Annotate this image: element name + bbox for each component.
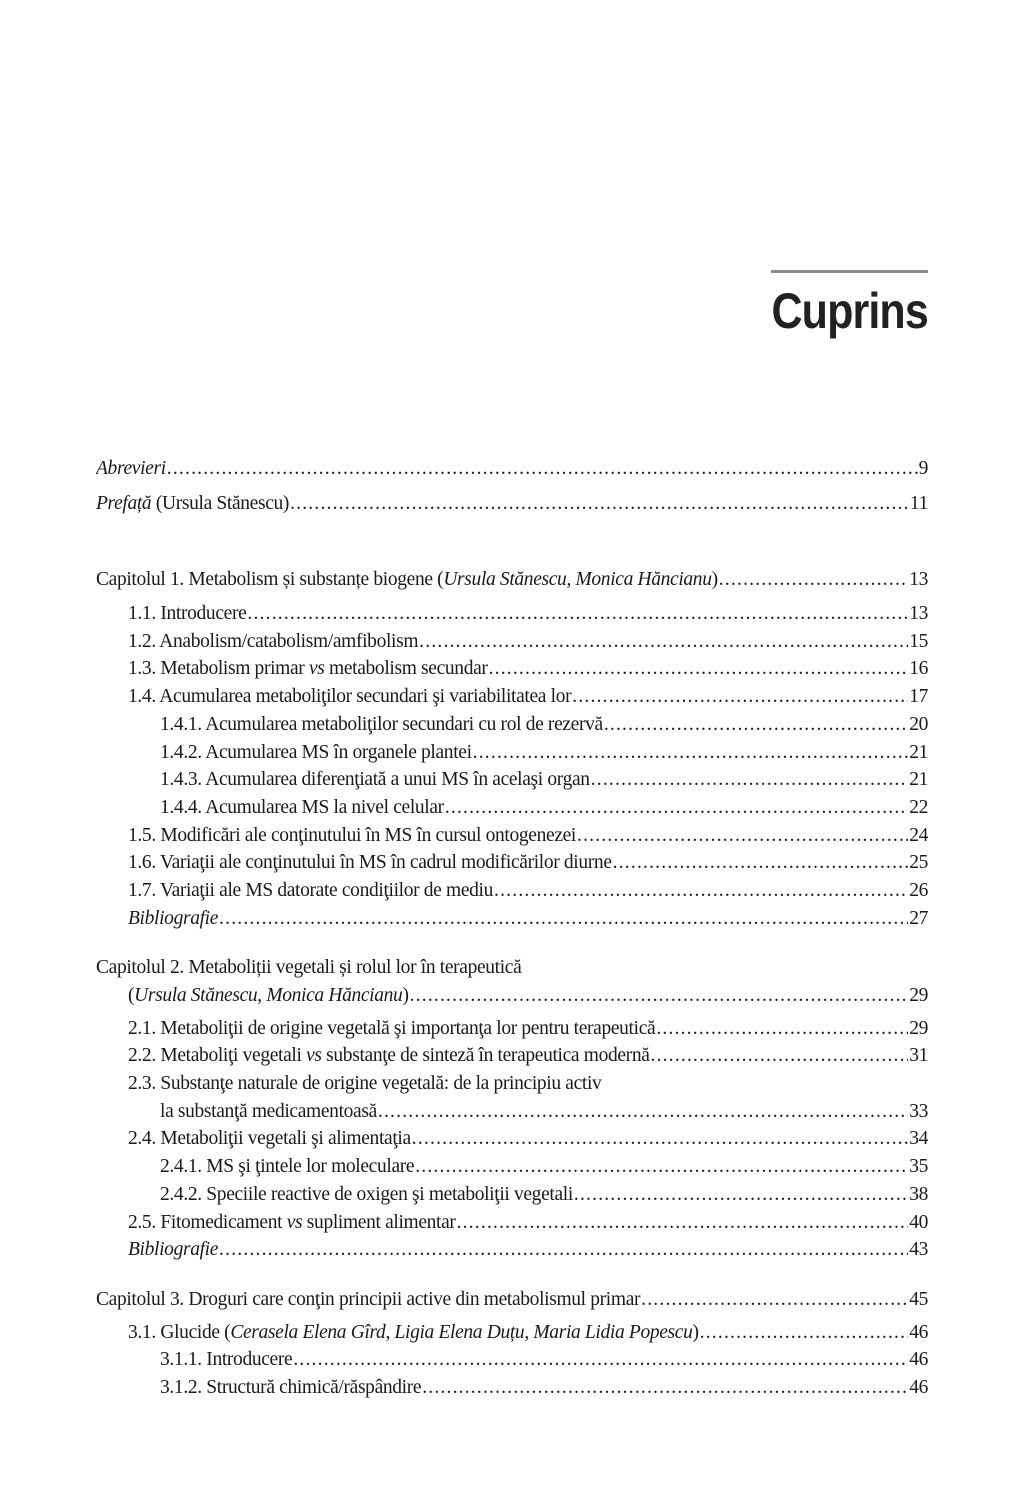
toc-entry[interactable] (96, 490, 928, 518)
toc-entry[interactable] (96, 982, 928, 1010)
toc-entry-page-number: 9 (918, 458, 928, 479)
toc-entry-text: ( (128, 985, 135, 1006)
toc-entry-title (96, 455, 166, 483)
toc-entry[interactable] (96, 766, 928, 794)
dot-leader (415, 1153, 908, 1181)
toc-entry-text: 1.4. Acumularea metaboliţilor secundari şi variabilitatea lor (128, 686, 572, 708)
dot-leader (577, 822, 908, 850)
toc-entry-page-number: 16 (909, 658, 928, 680)
toc-entry-title (128, 1209, 456, 1237)
toc-entry-title (160, 794, 444, 822)
dot-leader (290, 490, 909, 518)
toc-entry-title (128, 1125, 411, 1153)
toc-entry-text: 1.4.2. Acumularea MS în organele plantei (160, 741, 472, 763)
toc-entry-title (128, 1070, 601, 1098)
toc-entry-text: 2.1. Metaboliţii de origine vegetală şi importanţa lor pentru terapeutică (128, 1017, 656, 1039)
toc-entry-title (128, 905, 218, 933)
toc-entry[interactable] (96, 655, 928, 683)
toc-entry-italic-text: Prefață (96, 492, 152, 514)
dot-leader (219, 1236, 908, 1264)
toc-entry-text: 1.4.1. Acumularea metaboliţilor secundari cu rol de rezervă (160, 713, 603, 735)
toc-entry-italic-text: Ursula Stănescu (134, 985, 258, 1006)
toc-entry-text: 1.1. Introducere (128, 603, 247, 625)
dot-leader (604, 711, 908, 739)
dot-leader (572, 683, 908, 711)
toc-entry[interactable] (96, 794, 928, 822)
toc-entry[interactable] (96, 822, 928, 850)
dot-leader (473, 739, 909, 767)
toc-entry-title (128, 822, 576, 850)
dot-leader (656, 1015, 908, 1043)
toc-entry-title (128, 628, 418, 656)
toc-entry-italic-text: Cerasela Elena Gîrd (230, 1321, 386, 1343)
toc-entry[interactable] (96, 1153, 928, 1181)
toc-entry-text: 3.1.1. Introducere (160, 1349, 293, 1371)
toc-entry[interactable] (96, 1286, 928, 1314)
toc-entry-page-number: 21 (909, 741, 928, 763)
dot-leader (700, 1319, 909, 1347)
toc-entry-italic-text: Monica Hăncianu (575, 569, 712, 591)
toc-entry[interactable] (96, 1374, 928, 1402)
dot-leader (719, 566, 908, 594)
toc-entry-title (128, 655, 488, 683)
toc-entry[interactable] (96, 739, 928, 767)
toc-entry-title (160, 1374, 421, 1402)
toc-entry-text: 1.2. Anabolism/catabolism/amfibolism (128, 630, 419, 652)
dot-leader (574, 1181, 908, 1209)
toc-entry-text: 2.4.2. Speciile reactive de oxigen şi metaboliţii vegetali (160, 1183, 573, 1205)
dot-leader (489, 655, 909, 683)
toc-entry-italic-text: Maria Lidia Popescu (533, 1321, 693, 1343)
toc-entry-page-number: 29 (909, 985, 928, 1006)
toc-entry-title (128, 683, 571, 711)
toc-entry-text: 2.2. Metaboliţi vegetali (128, 1045, 307, 1067)
dot-leader (613, 849, 909, 877)
toc-entry-italic-text: Bibliografie (128, 1239, 219, 1261)
toc-entry-title (96, 954, 521, 982)
toc-entry-text: 1.4.4. Acumularea MS la nivel celular (160, 796, 444, 818)
toc-entry-title (96, 566, 718, 594)
toc-entry-title (96, 1286, 640, 1314)
toc-entry-text: 3.1. Glucide ( (128, 1321, 231, 1343)
toc-entry-text: 1.5. Modificări ale conţinutului în MS în cursul ontogenezei (128, 824, 576, 846)
toc-entry-title (160, 1181, 573, 1209)
dot-leader (219, 905, 908, 933)
toc-entry-title (160, 711, 603, 739)
toc-entry-text: Capitolul 3. Droguri care conţin principii active din metabolismul primar (96, 1288, 641, 1310)
toc-entry-title (128, 1015, 655, 1043)
toc-entry[interactable] (96, 1042, 928, 1070)
toc-entry-italic-text: Bibliografie (128, 907, 219, 929)
toc-entry-page-number: 27 (909, 907, 928, 929)
toc-entry-page-number: 24 (909, 824, 928, 846)
toc-entry-text: 1.7. Variaţii ale MS datorate condiţiilor de mediu (128, 879, 494, 901)
toc-entry-page-number: 46 (909, 1376, 928, 1398)
toc-entry[interactable] (96, 683, 928, 711)
dot-leader (410, 982, 909, 1010)
dot-leader (412, 1125, 908, 1153)
toc-entry-page-number: 31 (909, 1045, 928, 1067)
page-title: Cuprins (771, 283, 928, 339)
toc-entry-title (160, 1098, 377, 1126)
toc-entry-text: Capitolul 2. Metaboliții vegetali și rolul lor în terapeutică (96, 957, 522, 979)
toc-entry[interactable] (96, 628, 928, 656)
toc-entry-page-number: 40 (909, 1211, 928, 1233)
dot-leader (591, 766, 909, 794)
toc-entry-title (128, 1042, 650, 1070)
toc-entry-page-number: 13 (909, 569, 928, 591)
toc-entry-text: , (524, 1321, 534, 1343)
toc-entry-page-number: 25 (909, 852, 928, 874)
toc-entry-text: 2.5. Fitomedicament (128, 1211, 287, 1233)
toc-entry-text: 3.1.2. Structură chimică/răspândire (160, 1376, 422, 1398)
toc-entry-text: 2.4. Metaboliţii vegetali şi alimentaţia (128, 1128, 411, 1150)
toc-entry[interactable] (96, 954, 928, 982)
toc-entry-text: metabolism secundar (324, 658, 488, 680)
toc-entry-page-number: 21 (909, 769, 928, 791)
dot-leader (651, 1042, 909, 1070)
toc-entry-page-number: 13 (909, 603, 928, 625)
dot-leader (422, 1374, 908, 1402)
toc-entry-title (96, 490, 289, 518)
toc-entry[interactable] (96, 1181, 928, 1209)
dot-leader (293, 1346, 908, 1374)
toc-entry-title (128, 849, 612, 877)
toc-entry-page-number: 46 (909, 1349, 928, 1371)
toc-entry[interactable] (96, 600, 928, 628)
toc-entry-text: 2.3. Substanţe naturale de origine vegetală: de la principiu activ (128, 1073, 602, 1095)
toc-entry-title (128, 1236, 218, 1264)
toc-entry[interactable] (96, 1015, 928, 1043)
toc-entry-page-number: 46 (909, 1321, 928, 1343)
toc-entry-page-number: 22 (909, 796, 928, 818)
dot-leader (641, 1286, 908, 1314)
toc-entry-italic-text: vs (306, 1045, 322, 1067)
toc-entry-text: (Ursula Stănescu) (151, 492, 290, 514)
toc-entry[interactable] (96, 905, 928, 933)
toc-entry-text: substanţe de sinteză în terapeutica modernă (321, 1045, 650, 1067)
toc-entry-page-number: 26 (909, 879, 928, 901)
dot-leader (445, 794, 908, 822)
toc-entry-text: 2.4.1. MS şi ţintele lor moleculare (160, 1156, 415, 1178)
toc-entry-text: , (385, 1321, 395, 1343)
toc-entry-italic-text: Abrevieri (96, 458, 166, 479)
toc-entry-page-number: 43 (909, 1239, 928, 1261)
toc-entry-title (128, 1319, 699, 1347)
toc-entry[interactable] (96, 1098, 928, 1126)
toc-entry-page-number: 15 (909, 630, 928, 652)
dot-leader (494, 877, 908, 905)
dot-leader (419, 628, 908, 656)
toc-entry[interactable] (96, 1319, 928, 1347)
title-rule (771, 270, 928, 273)
toc-entry[interactable] (96, 455, 928, 483)
toc-entry-title (128, 982, 409, 1010)
toc-entry[interactable] (96, 877, 928, 905)
toc-entry-page-number: 20 (909, 713, 928, 735)
toc-entry[interactable] (96, 849, 928, 877)
toc-entry-italic-text: Ursula Stănescu (443, 569, 567, 591)
toc-entry-page-number: 38 (909, 1183, 928, 1205)
toc-entry-text: 1.6. Variaţii ale conţinutului în MS în cadrul modificărilor diurne (128, 852, 612, 874)
dot-leader (167, 455, 918, 483)
toc-entry-title (128, 600, 246, 628)
toc-entry-text: ) (711, 569, 718, 591)
toc-entry-italic-text: Ligia Elena Duțu (394, 1321, 525, 1343)
toc-entry[interactable] (96, 1346, 928, 1374)
toc-entry-text: 1.3. Metabolism primar (128, 658, 309, 680)
toc-entry-title (160, 739, 472, 767)
toc-entry-italic-text: vs (308, 658, 325, 680)
toc-entry-text: , (257, 985, 267, 1006)
table-of-contents (96, 455, 928, 1402)
toc-entry-text: Capitolul 1. Metabolism și substanțe biogene ( (96, 569, 444, 591)
toc-entry[interactable] (96, 1070, 928, 1098)
toc-entry-title (160, 766, 590, 794)
toc-entry-italic-text: vs (286, 1211, 303, 1233)
toc-entry-text: supliment alimentar (302, 1211, 456, 1233)
toc-entry-page-number: 35 (909, 1156, 928, 1178)
dot-leader (378, 1098, 908, 1126)
toc-entry-text: 1.4.3. Acumularea diferenţiată a unui MS în acelaşi organ (160, 769, 590, 791)
toc-entry[interactable] (96, 1125, 928, 1153)
toc-entry-page-number: 34 (909, 1128, 928, 1150)
toc-entry-text: ) (692, 1321, 699, 1343)
toc-entry-text: la substanţă medicamentoasă (160, 1100, 377, 1122)
toc-entry-page-number: 17 (909, 686, 928, 708)
toc-entry[interactable] (96, 711, 928, 739)
toc-entry-page-number: 29 (909, 1017, 928, 1039)
toc-entry-title (128, 877, 493, 905)
toc-entry-page-number: 11 (909, 492, 928, 514)
toc-entry-text: , (566, 569, 576, 591)
toc-entry-text: ) (402, 985, 409, 1006)
dot-leader (457, 1209, 909, 1237)
toc-entry-page-number: 33 (909, 1100, 928, 1122)
dot-leader (247, 600, 908, 628)
toc-entry-title (160, 1346, 292, 1374)
toc-entry[interactable] (96, 1236, 928, 1264)
toc-entry[interactable] (96, 1209, 928, 1237)
toc-entry[interactable] (96, 566, 928, 594)
toc-entry-title (160, 1153, 414, 1181)
toc-entry-page-number: 45 (909, 1288, 928, 1310)
toc-entry-italic-text: Monica Hăncianu (266, 985, 403, 1006)
